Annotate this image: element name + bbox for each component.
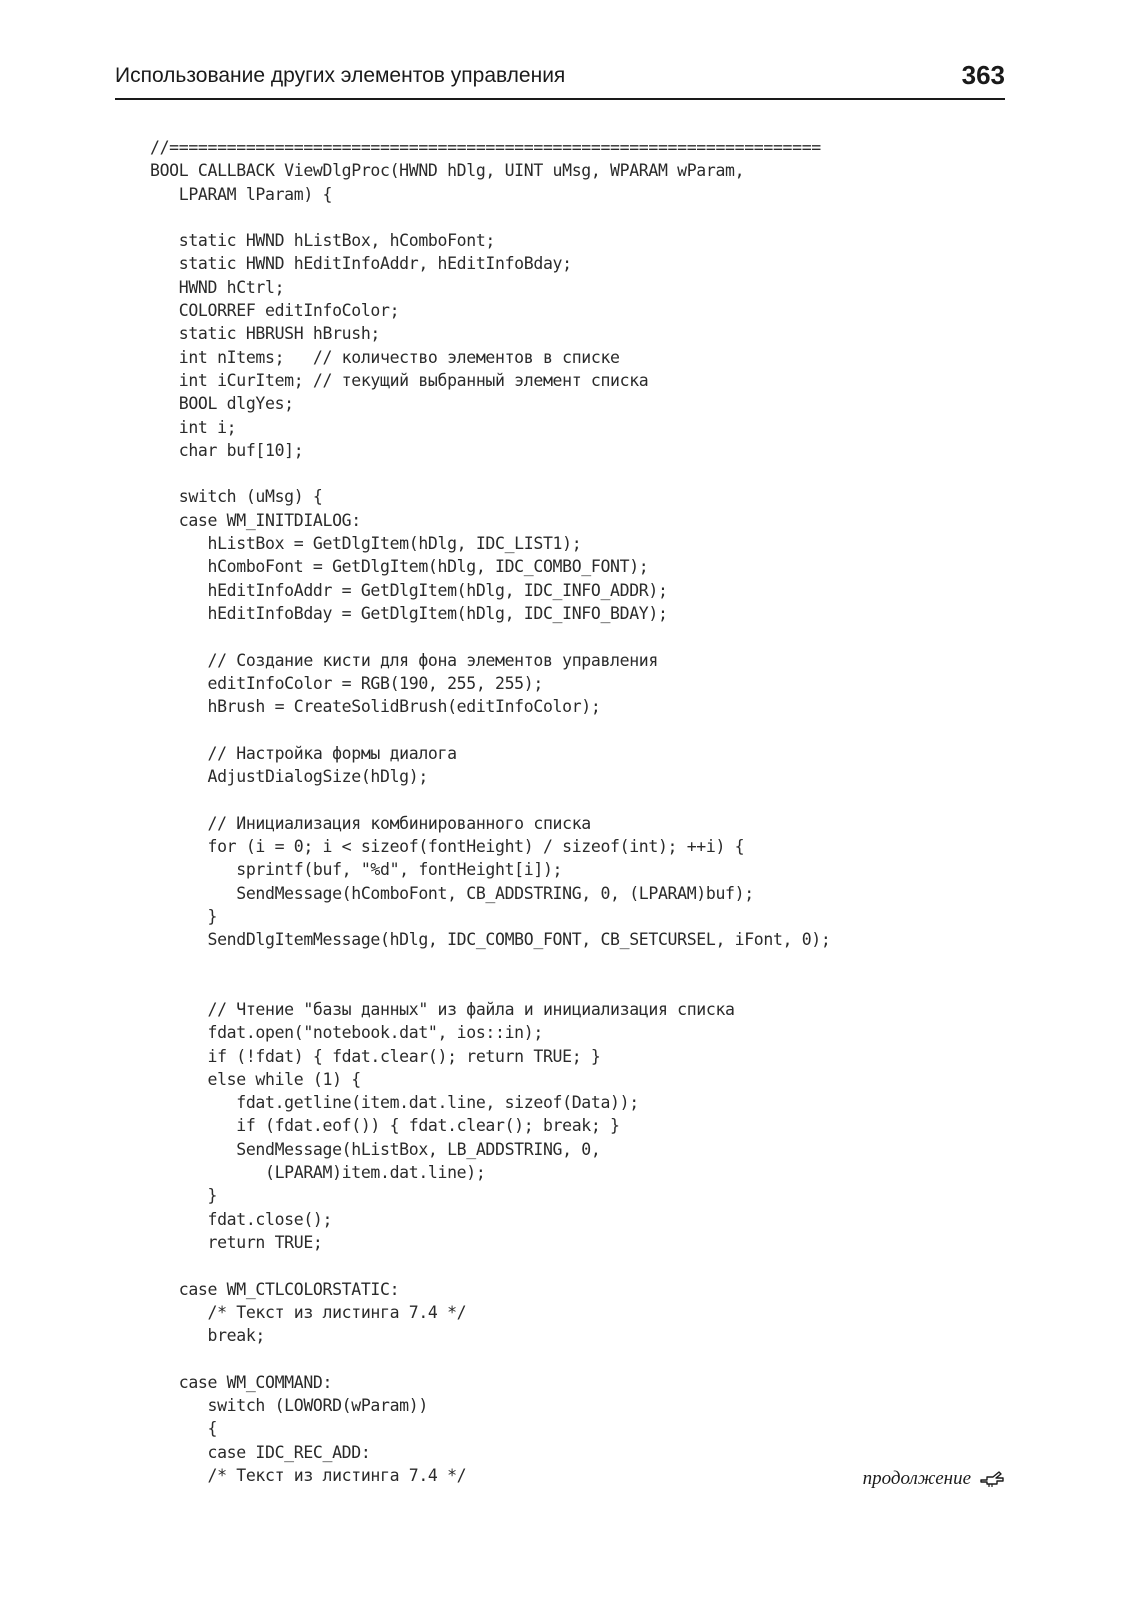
code-line: /* Текст из листинга 7.4 */ — [150, 1302, 467, 1322]
code-line: LPARAM lParam) { — [150, 184, 333, 204]
code-line: static HWND hListBox, hComboFont; — [150, 231, 496, 251]
code-line: sprintf(buf, "%d", fontHeight[i]); — [150, 860, 563, 880]
code-line — [150, 625, 830, 648]
code-line — [150, 951, 830, 974]
code-line: BOOL dlgYes; — [150, 394, 294, 414]
code-line: // Создание кисти для фона элементов управления — [150, 650, 658, 670]
code-line: switch (LOWORD(wParam)) — [150, 1396, 428, 1416]
code-line: fdat.close(); — [150, 1209, 333, 1229]
continuation-label: продолжение — [862, 1468, 971, 1489]
code-line: break; — [150, 1326, 266, 1346]
code-line: { — [150, 1419, 218, 1439]
code-line: SendMessage(hListBox, LB_ADDSTRING, 0, — [150, 1139, 601, 1159]
code-line: int i; — [150, 417, 237, 437]
code-line: char buf[10]; — [150, 440, 304, 460]
code-line: (LPARAM)item.dat.line); — [150, 1163, 486, 1183]
code-line: HWND hCtrl; — [150, 277, 285, 297]
code-line: case WM_COMMAND: — [150, 1372, 333, 1392]
code-line — [150, 788, 830, 811]
code-line: //==================================================================== — [150, 138, 821, 157]
page-number: 363 — [961, 60, 1005, 90]
code-line: switch (uMsg) { — [150, 487, 323, 507]
code-line: COLORREF editInfoColor; — [150, 301, 400, 321]
code-line: hBrush = CreateSolidBrush(editInfoColor); — [150, 697, 601, 717]
code-line: fdat.getline(item.dat.line, sizeof(Data)); — [150, 1093, 639, 1113]
code-line: hEditInfoAddr = GetDlgItem(hDlg, IDC_INFO_ADDR); — [150, 580, 668, 600]
code-line: AdjustDialogSize(hDlg); — [150, 767, 428, 787]
page-header — [115, 58, 1005, 100]
continuation-note — [863, 1468, 1005, 1490]
code-line — [150, 462, 830, 485]
code-line: static HWND hEditInfoAddr, hEditInfoBday; — [150, 254, 572, 274]
code-line: SendDlgItemMessage(hDlg, IDC_COMBO_FONT, CB_SETCURSEL, iFont, 0); — [150, 930, 831, 950]
code-line: // Инициализация комбинированного списка — [150, 813, 591, 833]
pointing-hand-icon — [979, 1469, 1005, 1489]
running-title: Использование других элементов управления — [115, 64, 566, 87]
code-line: static HBRUSH hBrush; — [150, 324, 381, 344]
code-line: } — [150, 1186, 218, 1206]
code-line: hListBox = GetDlgItem(hDlg, IDC_LIST1); — [150, 534, 582, 554]
code-listing — [150, 136, 830, 1487]
code-line: BOOL CALLBACK ViewDlgProc(HWND hDlg, UINT uMsg, WPARAM wParam, — [150, 161, 745, 181]
code-line: if (!fdat) { fdat.clear(); return TRUE; } — [150, 1046, 601, 1066]
code-line: case WM_INITDIALOG: — [150, 510, 361, 530]
code-line — [150, 1347, 830, 1370]
code-line: fdat.open("notebook.dat", ios::in); — [150, 1023, 543, 1043]
code-line: int iCurItem; // текущий выбранный элемент списка — [150, 370, 649, 390]
code-line — [150, 1254, 830, 1277]
code-line: // Чтение "базы данных" из файла и инициализация списка — [150, 999, 735, 1019]
code-line: /* Текст из листинга 7.4 */ — [150, 1465, 467, 1485]
code-line: else while (1) { — [150, 1069, 361, 1089]
code-line: hComboFont = GetDlgItem(hDlg, IDC_COMBO_FONT); — [150, 557, 649, 577]
code-line: editInfoColor = RGB(190, 255, 255); — [150, 673, 543, 693]
code-line: case WM_CTLCOLORSTATIC: — [150, 1279, 400, 1299]
code-line: int nItems; // количество элементов в списке — [150, 347, 620, 367]
code-line — [150, 718, 830, 741]
code-line: } — [150, 906, 218, 926]
code-line: if (fdat.eof()) { fdat.clear(); break; } — [150, 1116, 620, 1136]
code-line: hEditInfoBday = GetDlgItem(hDlg, IDC_INFO_BDAY); — [150, 603, 668, 623]
code-line: case IDC_REC_ADD: — [150, 1442, 371, 1462]
code-line — [150, 975, 830, 998]
code-line — [150, 206, 830, 229]
code-line: for (i = 0; i < sizeof(fontHeight) / sizeof(int); ++i) { — [150, 836, 745, 856]
code-line: SendMessage(hComboFont, CB_ADDSTRING, 0, (LPARAM)buf); — [150, 883, 754, 903]
code-line: return TRUE; — [150, 1232, 323, 1252]
code-line: // Настройка формы диалога — [150, 743, 457, 763]
